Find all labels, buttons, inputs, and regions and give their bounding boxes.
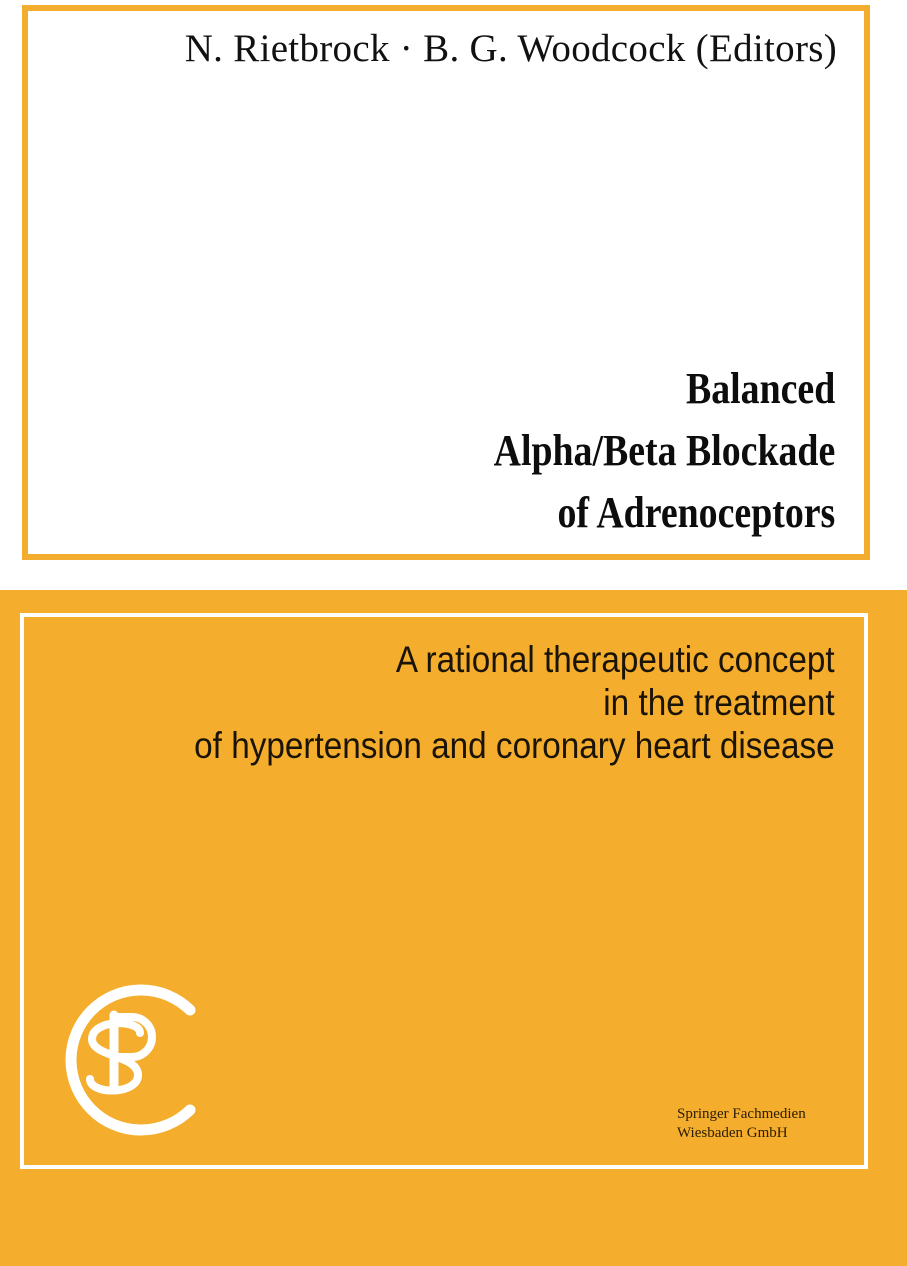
publisher-line: Springer Fachmedien: [677, 1106, 806, 1122]
title-line: Alpha/Beta Blockade: [493, 426, 835, 475]
book-subtitle: [194, 638, 835, 767]
publisher-name: [677, 1105, 806, 1143]
subtitle-line: of hypertension and coronary heart disease: [194, 725, 835, 766]
subtitle-line: A rational therapeutic concept: [396, 639, 835, 680]
editors-line: N. Rietbrock · B. G. Woodcock (Editors): [184, 27, 837, 70]
book-title: [493, 358, 835, 544]
subtitle-line: in the treatment: [603, 682, 835, 723]
publisher-monogram-logo-icon: [40, 975, 200, 1145]
title-line: of Adrenoceptors: [557, 488, 835, 537]
publisher-line: Wiesbaden GmbH: [677, 1125, 788, 1141]
title-line: Balanced: [685, 364, 835, 413]
